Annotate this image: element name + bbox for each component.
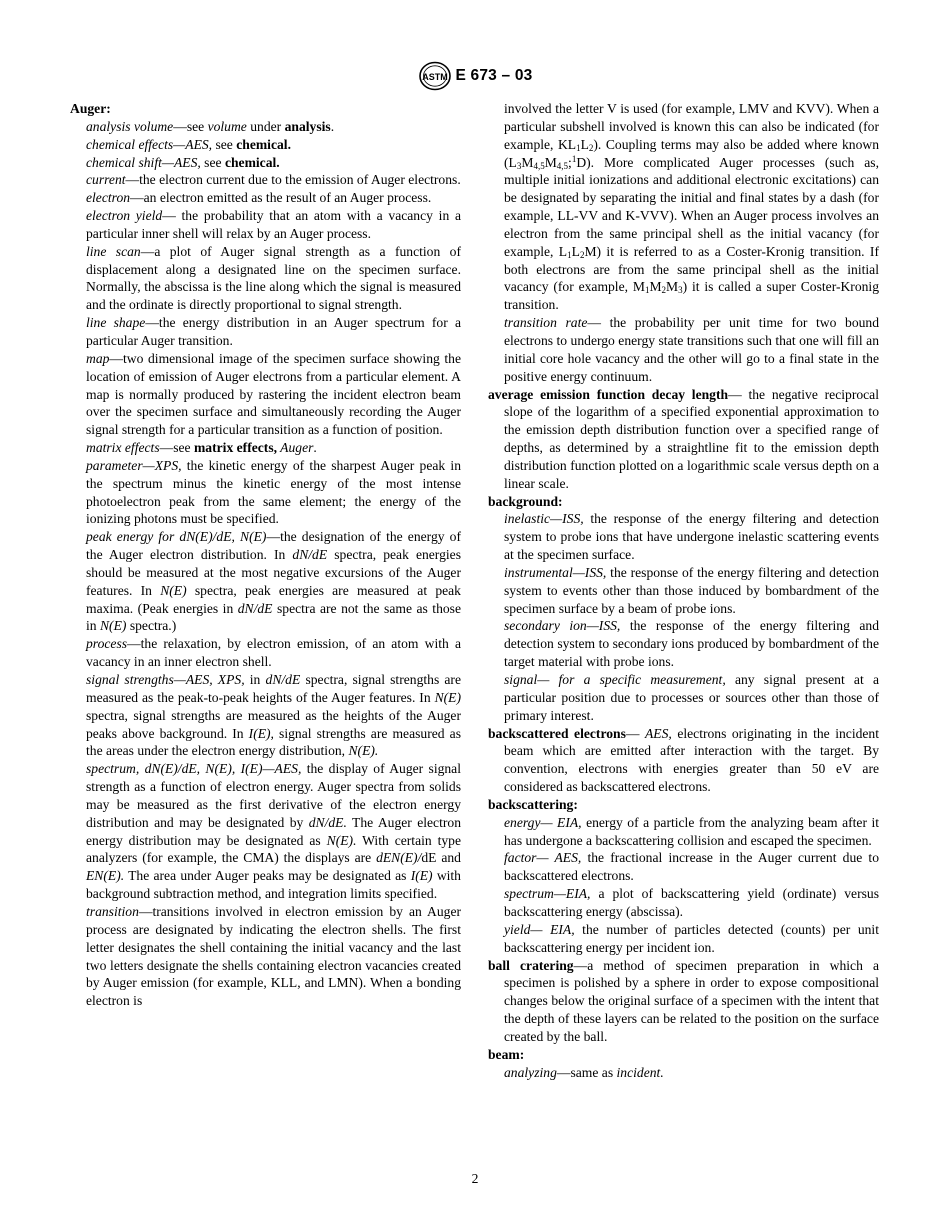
entry-inelastic: inelastic—ISS, the response of the energy filtering and detection system to probe ions that have undergone inelastic scattering events at the specimen surface. bbox=[504, 511, 879, 563]
entry-instrumental: instrumental—ISS, the response of the energy filtering and detection system to events other than those induced by bombardment of the specimen surface by a beam of probe ions. bbox=[504, 564, 879, 616]
entry-heading-beam: beam: bbox=[488, 1046, 525, 1062]
entry-backscattering-yield: yield— EIA, the number of particles detected (counts) per unit backscattering energy per incident ion. bbox=[504, 921, 879, 955]
entry-matrix-effects: matrix effects—see matrix effects, Auger. bbox=[86, 440, 317, 456]
entry-electron-yield: electron yield— the probability that an atom with a vacancy in a particular inner shell will relax by an Auger process. bbox=[86, 208, 461, 241]
entry-electron: electron—an electron emitted as the result of an Auger process. bbox=[86, 190, 432, 206]
entry-signal-strengths: signal strengths—AES, XPS, in dN/dE spectra, signal strengths are measured as the peak-to-peak heights of the Auger features. In N(E) spectra, signal strengths are measured as the heights of the Auger peaks above background. In I(E), signal strengths are measured as the areas under the electron energy distribution, N(E). bbox=[86, 672, 461, 759]
entry-transition-rate: transition rate— the probability per unit time for two bound electrons to undergo energy state transitions such that one will fill an initial core hole vacancy and the other will go to a final state in the positive energy continuum. bbox=[504, 315, 880, 384]
entry-heading-auger: Auger: bbox=[70, 101, 111, 116]
entry-transition: transition—transitions involved in electron emission by an Auger process are designated by indicating the electron shells. The first letter designates the shell containing the initial vacancy and the last two letters designate the shells containing electron vacancies created by Auger emission (for example, KLL, and LMN). When a bonding electron is bbox=[86, 903, 461, 1009]
page-header bbox=[0, 60, 950, 92]
page-number: 2 bbox=[471, 1171, 479, 1186]
entry-signal-background: signal— for a specific measurement, any signal present at a particular position due to processes or sources other than those of primary interest. bbox=[504, 672, 879, 723]
entry-backscattering-spectrum: spectrum—EIA, a plot of backscattering yield (ordinate) versus backscattering energy (abscissa). bbox=[504, 886, 879, 919]
entry-map: map—two dimensional image of the specimen surface showing the location of emission of Auger electrons from a particular element. A map is normally produced by rastering the incident electron beam over the specimen surface and simultaneously recording the Auger signal strength for a particular transition as a function of position. bbox=[86, 350, 461, 438]
logo-lettering: ASTM bbox=[421, 72, 448, 82]
entry-chemical-shift: chemical shift—AES, see chemical. bbox=[86, 154, 280, 170]
entry-ball-cratering: ball cratering—a method of specimen preparation in which a specimen is polished by a sphere in order to expose compositional changes below the original surface of a specimen with the intent that the depth of these layers can be related to the position on the surface created by the ball. bbox=[488, 957, 879, 1044]
entry-backscattering-energy: energy— EIA, energy of a particle from the analyzing beam after it has undergone a backscattering collision and escaped the specimen. bbox=[504, 814, 880, 848]
entry-backscattering-factor: factor— AES, the fractional increase in the Auger current due to backscattered electrons. bbox=[504, 850, 880, 884]
entry-analysis-volume: analysis volume—see volume under analysis. bbox=[86, 118, 335, 134]
entry-process: process—the relaxation, by electron emission, of an atom with a vacancy in an inner electron shell. bbox=[86, 636, 461, 670]
entry-chemical-effects: chemical effects—AES, see chemical. bbox=[86, 136, 291, 152]
entry-secondary-ion: secondary ion—ISS, the response of the energy filtering and detection system to secondary ions produced by bombardment of the target material with probe ions. bbox=[504, 618, 880, 670]
standard-designation: E 673 – 03 bbox=[455, 67, 533, 84]
astm-logo-icon bbox=[418, 61, 452, 91]
entry-peak-energy: peak energy for dN(E)/dE, N(E)—the designation of the energy of the Auger electron distribution. In dN/dE spectra, peak energies should be measured at the most negative excursions of the Auger features. In N(E) spectra, peak energies are measured at peak maxima. (Peak energies in dN/dE spectra are not the same as those in N(E) spectra.) bbox=[86, 529, 461, 634]
entry-line-shape: line shape—the energy distribution in an Auger spectrum for a particular Auger transition. bbox=[86, 315, 462, 348]
entry-transition-continued: involved the letter V is used (for example, LMV and KVV). When a particular subshell involved is known this can also be indicated (for example, $KL_1L_2$). Coupling terms may also be added where known $(L_3M_{4,5}M_{4,5};^1D)$. More complicated Auger processes (such as, multiple initial ionizations and additional electronic excitations) can be designated by separating the initial and final states by a dash (for example, LL-VV and K-VVV). When an Auger process involves an electron from the same principal shell as the initial vacancy (for example, $L_1L_2M$) it is referred to as a Coster-Kronig transition. If both electrons are from the same principal shell as the initial vacancy (for example, $M_1M_2M_3$) it is called a super Coster-Kronig transition. bbox=[504, 101, 879, 313]
right-column bbox=[488, 100, 879, 1081]
entry-current: current—the electron current due to the emission of Auger electrons. bbox=[86, 172, 461, 188]
entry-line-scan: line scan—a plot of Auger signal strength as a function of displacement along a designated line on the specimen surface. Normally, the abscissa is the line along which the signal is measured and the ordinate is directly proportional to signal strength. bbox=[86, 243, 461, 313]
entry-backscattered-electrons: backscattered electrons— AES, electrons originating in the incident beam which are emitted after interaction with the target. By convention, electrons with energies greater than 50 eV are considered as backscattered electrons. bbox=[488, 725, 880, 795]
entry-beam-analyzing: analyzing—same as incident. bbox=[504, 1064, 664, 1080]
entry-parameter: parameter—XPS, the kinetic energy of the sharpest Auger peak in the spectrum minus the kinetic energy of the most intense photoelectron peak from the same element; the energy of the ionizing photons must be specified. bbox=[86, 457, 461, 527]
entry-heading-backscattering: backscattering: bbox=[488, 796, 578, 812]
entry-heading-background: background: bbox=[488, 493, 563, 509]
entry-spectrum: spectrum, dN(E)/dE, N(E), I(E)—AES, the display of Auger signal strength as a function of electron energy. Auger spectra from solids may be measured as the first derivative of the electron energy distribution and may be designated by dN/dE. The Auger electron energy distribution may be designated as N(E). With certain type analyzers (for example, the CMA) the displays are dEN(E)/dE and EN(E). The area under Auger peaks may be designated as I(E) with background subtraction method, and integration limits specified. bbox=[86, 761, 461, 902]
left-column bbox=[70, 100, 461, 1010]
entry-average-emission-function-decay-length: average emission function decay length— the negative reciprocal slope of the logarithm of a specified exponential approximation to the emission depth distribution function over a specified range of depths, as determined by a straightline fit to the emission depth distribution function plotted on a logarithmic scale versus depth on a linear scale. bbox=[488, 386, 879, 491]
